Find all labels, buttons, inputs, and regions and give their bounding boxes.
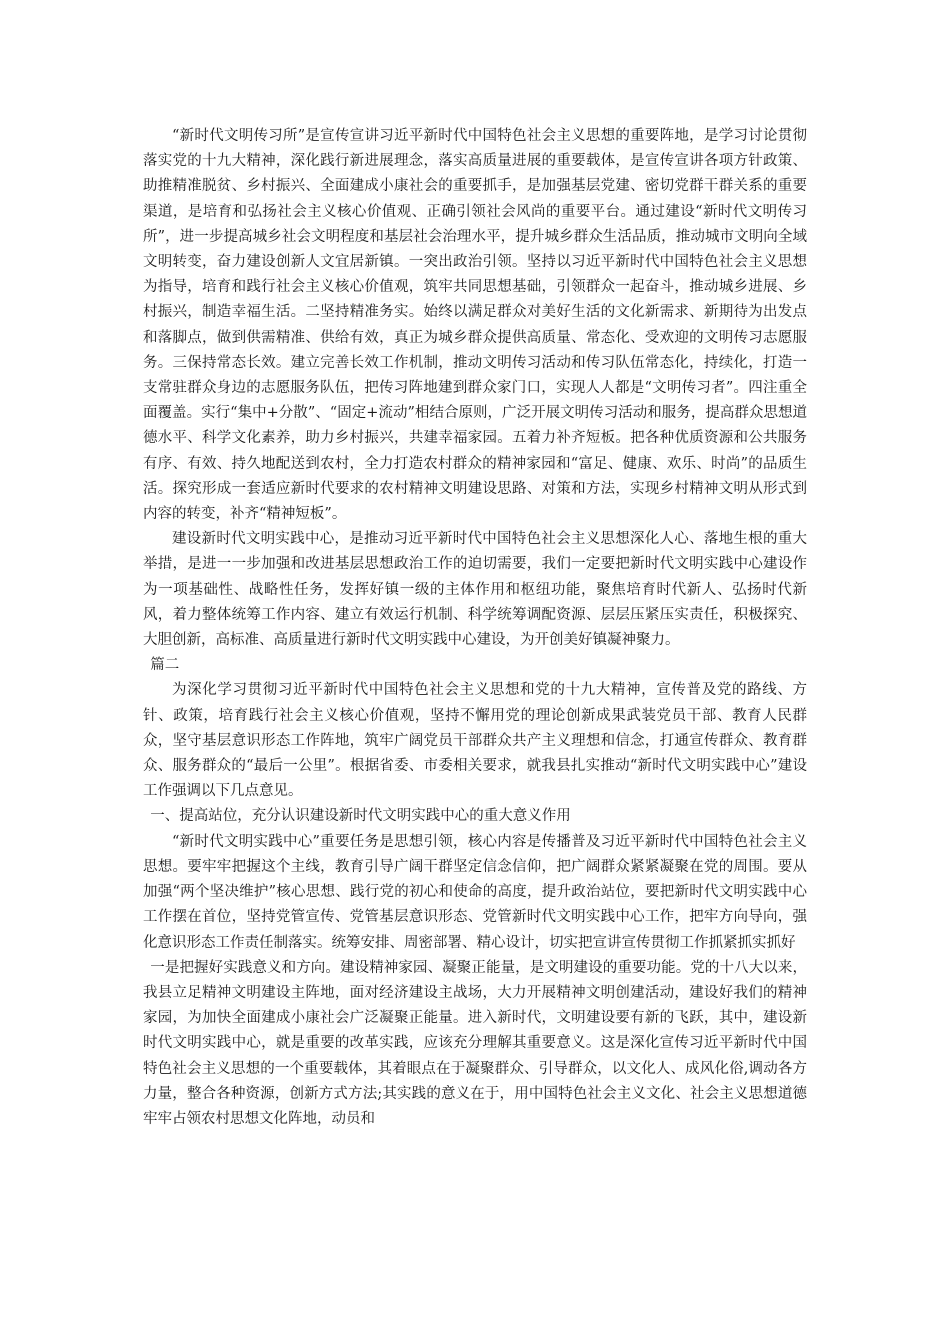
subheading-section-one: 一、提高站位，充分认识建设新时代文明实践中心的重大意义作用 [150, 808, 571, 825]
paragraph-ideological-guidance: “新时代文明实践中心”重要任务是思想引领，核心内容是传播普及习近平新时代中国特色社会主义思想。要牢牢把握这个主线，教育引导广阔干群坚定信念信仰，把广阔群众紧紧凝聚在党的周围。要从加强“两个坚决维护”核心思想、践行党的初心和使命的高度，提升政治站位，要把新时代文明实践中心工作摆在首位，坚持党管宣传、党管基层意识形态、党管新时代文明实践中心工作，把牢方向导向，强化意识形态工作责任制落实。统筹安排、周密部署、精心设计，切实把宣讲宣传贯彻工作抓紧抓实抓好 [143, 833, 807, 951]
paragraph-cultural-transmission-center: “新时代文明传习所”是宣传宣讲习近平新时代中国特色社会主义思想的重要阵地，是学习讨论贯彻落实党的十九大精神，深化践行新进展理念，落实高质量进展的重要载体，是宣传宣讲各项方针政策、助推精准脱贫、乡村振兴、全面建成小康社会的重要抓手，是加强基层党建、密切党群干群关系的重要渠道，是培育和弘扬社会主义核心价值观、正确引领社会风尚的重要平台。通过建设“新时代文明传习所”，进一步提高城乡社会文明程度和基层社会治理水平，提升城乡群众生活品质，推动城市文明向全域文明转变，奋力建设创新人文宜居新镇。一突出政治引领。坚持以习近平新时代中国特色社会主义思想为指导，培育和践行社会主义核心价值观，筑牢共同思想基础，引领群众一起奋斗，推动城乡进展、乡村振兴，制造幸福生活。二坚持精准务实。始终以满足群众对美好生活的文化新需求、新期待为出发点和落脚点，做到供需精准、供给有效，真正为城乡群众提供高质量、常态化、受欢迎的文明传习志愿服务。三保持常态长效。建立完善长效工作机制，推动文明传习活动和传习队伍常态化，持续化，打造一支常驻群众身边的志愿服务队伍，把传习阵地建到群众家门口，实现人人都是“文明传习者”。四注重全面覆盖。实行“集中+分散”、“固定+流动”相结合原则，广泛开展文明传习活动和服务，提高群众思想道德水平、科学文化素养，助力乡村振兴，共建幸福家园。五着力补齐短板。把各种优质资源和公共服务有序、有效、持久地配送到农村，全力打造农村群众的精神家园和“富足、健康、欢乐、时尚”的品质生活。探究形成一套适应新时代要求的农村精神文明建设思路、对策和方法，实现乡村精神文明从形式到内容的转变，补齐“精神短板”。 [143, 128, 807, 523]
paragraph-intro-part-two: 为深化学习贯彻习近平新时代中国特色社会主义思想和党的十九大精神，宣传普及党的路线、方针、政策，培育践行社会主义核心价值观，坚持不懈用党的理论创新成果武装党员干部、教育人民群众，坚守基层意识形态工作阵地，筑牢广阔党员干部群众共产主义理想和信念，打通宣传群众、教育群众、服务群众的“最后一公里”。根据省委、市委相关要求，就我县扎实推动“新时代文明实践中心”建设工作强调以下几点意见。 [143, 682, 807, 800]
paragraph-practice-significance: 一是把握好实践意义和方向。建设精神家园、凝聚正能量，是文明建设的重要功能。党的十八大以来，我县立足精神文明建设主阵地，面对经济建设主战场，大力开展精神文明创建活动，建设好我们的精神家园，为加快全面建成小康社会广泛凝聚正能量。进入新时代，文明建设要有新的飞跃，其中，建设新时代文明实践中心，就是重要的改革实践，应该充分理解其重要意义。这是深化宣传习近平新时代中国特色社会主义思想的一个重要载体，其着眼点在于凝聚群众、引导群众，以文化人、成风化俗,调动各方力量，整合各种资源，创新方式方法;其实践的意义在于，用中国特色社会主义文化、社会主义思想道德牢牢占领农村思想文化阵地，动员和 [143, 959, 807, 1127]
document-body [143, 124, 807, 1132]
section-heading-part-two: 篇二 [150, 657, 180, 674]
paragraph-civilization-practice-center: 建设新时代文明实践中心，是推动习近平新时代中国特色社会主义思想深化人心、落地生根的重大举措，是进一一步加强和改进基层思想政治工作的迫切需要，我们一定要把新时代文明实践中心建设作为一项基础性、战略性任务，发挥好镇一级的主体作用和枢纽功能，聚焦培育时代新人、弘扬时代新风，着力整体统筹工作内容、建立有效运行机制、科学统筹调配资源、层层压紧压实责任，积极探究、大胆创新，高标准、高质量进行新时代文明实践中心建设，为开创美好镇凝神聚力。 [143, 531, 807, 649]
